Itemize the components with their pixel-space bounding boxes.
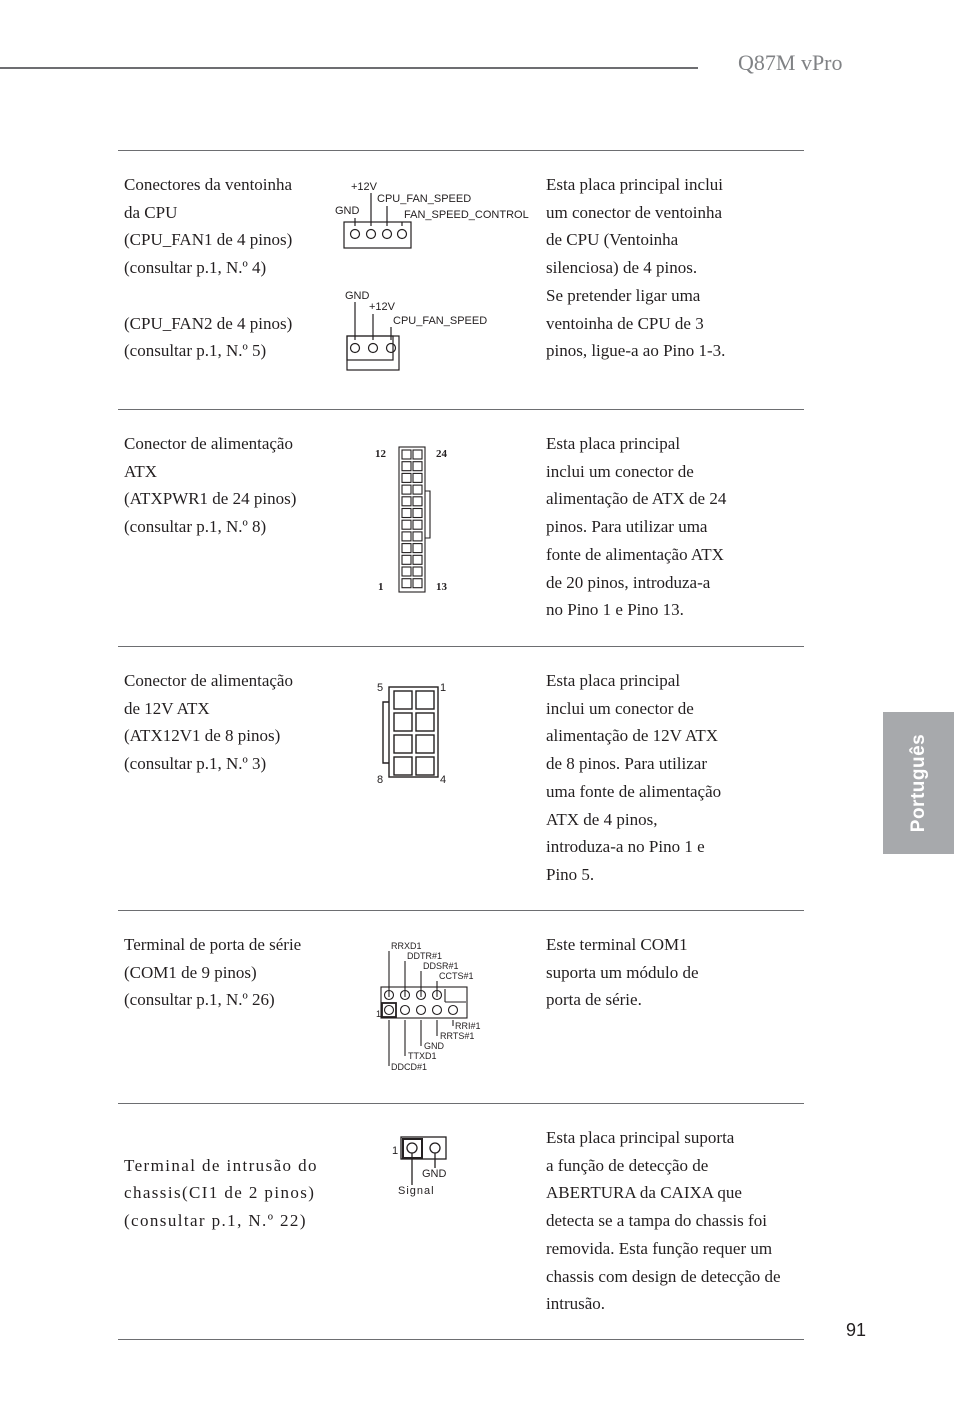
ci1-signal-label: Signal xyxy=(398,1185,435,1197)
atx24-pin xyxy=(413,497,422,506)
fan3-12v-label: +12V xyxy=(369,301,395,313)
atx24-pin xyxy=(413,485,422,494)
chassis-intrusion-explanation: Esta placa principal suporta a função de detecção de ABERTURA da CAIXA que detecta se a tampa do chassis foi removida. Esta função requer um chassis com design de detecção de intrusão. xyxy=(546,1128,781,1314)
cpu-fan2-text: (CPU_FAN2 de 4 pinos) (consultar p.1, N.º 5) xyxy=(124,313,293,361)
atx24-pin xyxy=(413,567,422,576)
atx24-pin xyxy=(402,509,411,518)
model-title: Q87M vPro xyxy=(738,50,843,75)
atx12v-pin5-label: 5 xyxy=(377,682,384,694)
atx24-pin xyxy=(413,544,422,553)
com1-rrxd1-label: RRXD1 xyxy=(391,941,422,951)
atx12v-pin8-label: 8 xyxy=(377,774,384,786)
fan4-control-label: FAN_SPEED_CONTROL xyxy=(404,209,529,221)
ci1-pin1-label: 1 xyxy=(392,1145,399,1157)
page-number: 91 xyxy=(846,1320,867,1340)
atx12v-description: Conector de alimentação de 12V ATX (ATX12V1 de 8 pinos) (consultar p.1, N.º 3) xyxy=(124,671,293,774)
chassis-intrusion-text: Terminal de intrusão do chassis(CI1 de 2 pinos) (consultar p.1, N.º 22) xyxy=(124,1155,318,1231)
cpu-fan-description xyxy=(124,171,339,365)
atx24-pin xyxy=(402,579,411,588)
cpu-fan1-text: Conectores da ventoinha da CPU (CPU_FAN1 de 4 pinos) (consultar p.1, N.º 4) xyxy=(124,175,293,278)
com1-rrts1-label: RRTS#1 xyxy=(440,1031,475,1041)
section-divider xyxy=(118,1103,804,1104)
atx24-pin xyxy=(402,485,411,494)
com1-rri1-label: RRI#1 xyxy=(455,1021,481,1031)
com1-pin1-label: 1 xyxy=(376,1009,382,1019)
chassis-intrusion-diagram xyxy=(385,1128,475,1200)
language-tab xyxy=(883,712,954,854)
atx24-diagram xyxy=(370,440,460,600)
chassis-intrusion-description xyxy=(124,1124,339,1235)
atx24-pin xyxy=(402,497,411,506)
fan4-gnd-label: GND xyxy=(335,205,360,217)
atx12v-pin4-label: 4 xyxy=(440,774,447,786)
fan4-speed-label: CPU_FAN_SPEED xyxy=(377,193,472,205)
com1-ddtr1-label: DDTR#1 xyxy=(407,951,443,961)
section-divider xyxy=(118,409,804,410)
atx24-pin xyxy=(402,555,411,564)
com1-diagram xyxy=(370,938,510,1078)
atx24-pin xyxy=(402,544,411,553)
section-divider xyxy=(118,1339,804,1340)
atx24-pin xyxy=(402,520,411,529)
atx12v-explanation: Esta placa principal inclui um conector de alimentação de 12V ATX de 8 pinos. Para utilizar uma fonte de alimentação ATX de 4 pinos, introduza-a no Pino 1 e Pino 5. xyxy=(546,671,722,884)
atx-power-description: Conector de alimentação ATX (ATXPWR1 de 24 pinos) (consultar p.1, N.º 8) xyxy=(124,434,297,537)
com1-ccts1-label: CCTS#1 xyxy=(439,971,474,981)
section-divider xyxy=(118,910,804,911)
atx24-pin xyxy=(413,555,422,564)
com1-description: Terminal de porta de série (COM1 de 9 pinos) (consultar p.1, N.º 26) xyxy=(124,935,302,1010)
fan3-speed-label: CPU_FAN_SPEED xyxy=(393,315,488,327)
fan4-12v-label: +12V xyxy=(351,181,377,193)
atx24-pin12-label: 12 xyxy=(375,448,386,460)
language-tab-label: Português xyxy=(907,733,929,833)
atx12v-diagram xyxy=(370,678,460,790)
atx24-pin xyxy=(402,532,411,541)
atx-power-explanation: Esta placa principal inclui um conector de alimentação de ATX de 24 pinos. Para utilizar uma fonte de alimentação ATX de 20 pinos, introduza-a no Pino 1 e Pino 13. xyxy=(546,434,727,620)
atx24-pin xyxy=(413,579,422,588)
atx24-pin xyxy=(413,450,422,459)
section-divider xyxy=(118,646,804,647)
com1-explanation: Este terminal COM1 suporta um módulo de porta de série. xyxy=(546,935,699,1010)
atx24-pin1-label: 1 xyxy=(378,581,384,593)
ci1-gnd-label: GND xyxy=(422,1168,447,1180)
com1-ddsr1-label: DDSR#1 xyxy=(423,961,459,971)
cpu-fan-explanation: Esta placa principal inclui um conector de ventoinha de CPU (Ventoinha silenciosa) de 4 pinos. Se pretender ligar uma ventoinha de CPU de 3 pinos, ligue-a ao Pino 1-3. xyxy=(546,175,726,361)
com1-gnd-label: GND xyxy=(424,1041,444,1051)
com1-ddcd1-label: DDCD#1 xyxy=(391,1062,428,1072)
atx24-pin xyxy=(413,520,422,529)
atx24-pin xyxy=(413,532,422,541)
fan3-gnd-label: GND xyxy=(345,290,370,302)
atx24-pin xyxy=(402,450,411,459)
atx24-pin13-label: 13 xyxy=(436,581,447,593)
atx24-pin xyxy=(402,462,411,471)
atx24-pin xyxy=(402,567,411,576)
atx24-pin xyxy=(402,473,411,482)
atx24-pin xyxy=(413,462,422,471)
atx24-pin xyxy=(413,509,422,518)
atx24-pin24-label: 24 xyxy=(436,448,447,460)
com1-ttxd1-label: TTXD1 xyxy=(408,1051,437,1061)
header-rule xyxy=(0,67,698,69)
section-divider xyxy=(118,150,804,151)
atx24-pin xyxy=(413,473,422,482)
cpu-fan-diagram xyxy=(330,170,545,375)
atx12v-pin1-label: 1 xyxy=(440,682,447,694)
